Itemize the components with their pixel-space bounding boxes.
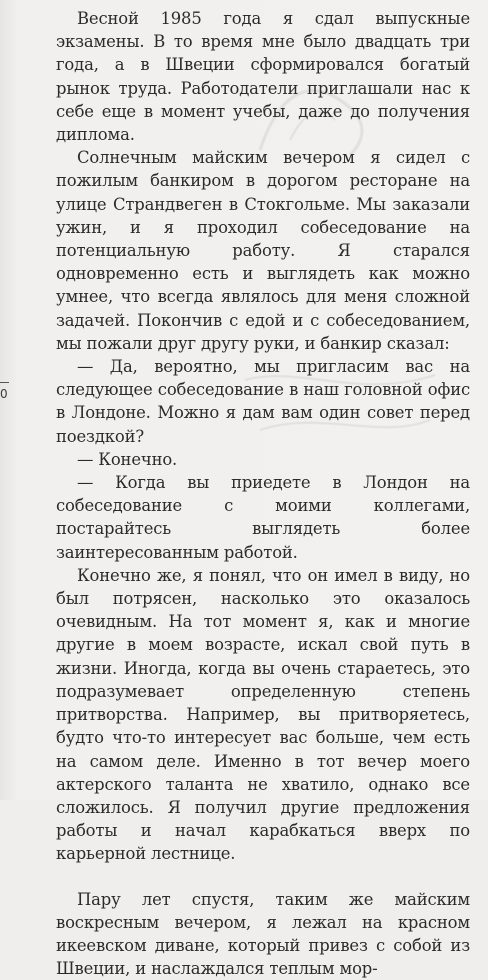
body-text xyxy=(56,7,470,980)
margin-page-number xyxy=(0,382,9,414)
paragraph-2: Солнечным майским вечером я сидел с пожилым банкиром в дорогом ресторане на улице Страндвеген в Стокгольме. Мы заказали ужин, и я проходил собеседование на потенциальную работу. Я старался одновременно есть и выглядеть как можно умнее, что всегда являлось для меня сложной задачей. Покончив с едой и с собеседованием, мы пожали друг другу руки, и банкир сказал: xyxy=(56,148,470,353)
paragraph-5: — Когда вы приедете в Лондон на собеседование с моими коллегами, постарайтесь выглядеть более заинтересованным работой. xyxy=(56,473,470,562)
paragraph-1: Весной 1985 года я сдал выпускные экзамены. В то время мне было двадцать три года, а в Швеции сформировался богатый рынок труда. Работодатели приглашали нас к себе еще в момент учебы, даже до получения диплома. xyxy=(56,9,470,145)
margin-rule xyxy=(0,382,9,383)
paragraph-6: Конечно же, я понял, что он имел в виду, но был потрясен, насколько это оказалось очевидным. На тот момент я, как и многие другие в моем возрасте, искал свой путь в жизни. Иногда, когда вы очень стараетесь, это подразумевает определенную степень притворства. Например, вы притворяетесь, будто что-то интересует вас больше, чем есть на самом деле. Именно в тот вечер моего актерского таланта не хватило, однако все сложилось. Я получил другие предложения работы и начал карабкаться вверх по карьерной лестнице. xyxy=(56,565,470,864)
paragraph-4: — Конечно. xyxy=(77,449,178,469)
paragraph-3: — Да, вероятно, мы пригласим вас на следующее собеседование в наш головной офис в Лондоне. Можно я дам вам один совет перед поездкой? xyxy=(56,357,470,446)
margin-number: 0 xyxy=(0,387,8,401)
paragraph-7: Пару лет спустя, таким же майским воскресным вечером, я лежал на красном икеевском диване, который привез с собой из Швеции, и наслаждался теплым мор- xyxy=(56,889,470,979)
